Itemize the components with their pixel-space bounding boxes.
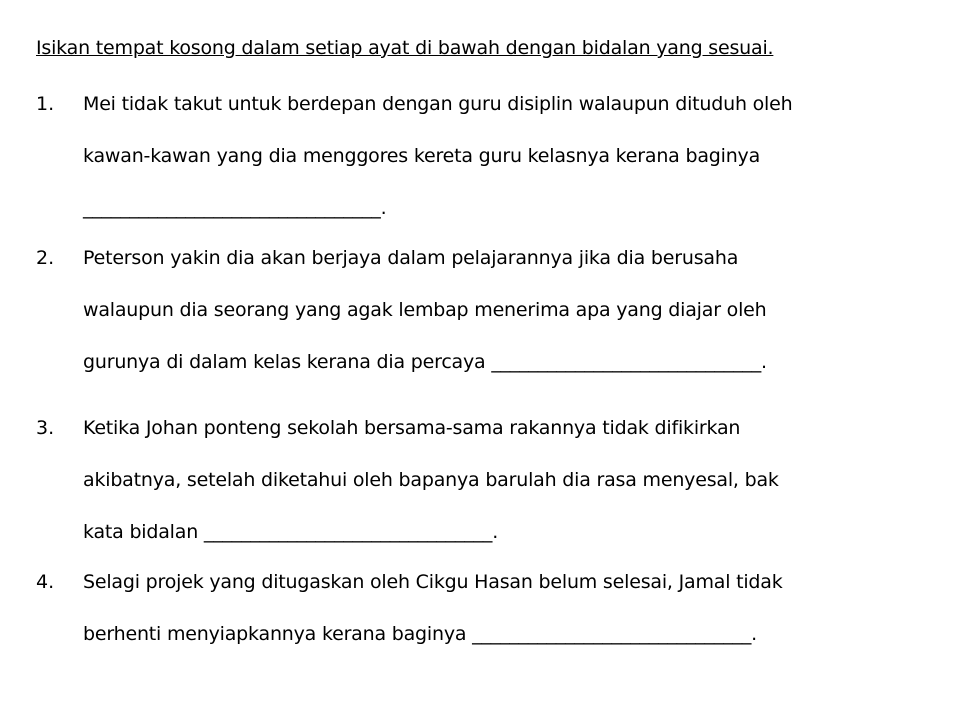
question-number: 4. <box>36 571 55 593</box>
question-text <box>83 402 933 558</box>
answer-blank-line: kata bidalan _______________________________. <box>83 521 499 543</box>
question-text <box>83 232 933 388</box>
answer-blank-line: berhenti menyiapkannya kerana baginya ______________________________. <box>83 623 758 645</box>
question-number: 1. <box>36 93 55 115</box>
question-line: akibatnya, setelah diketahui oleh bapanya barulah dia rasa menyesal, bak <box>83 469 779 491</box>
question-line: Mei tidak takut untuk berdepan dengan guru disiplin walaupun dituduh oleh <box>83 93 793 115</box>
question-number: 3. <box>36 417 55 439</box>
question-line: Ketika Johan ponteng sekolah bersama-sama rakannya tidak difikirkan <box>83 417 741 439</box>
question-line: kawan-kawan yang dia menggores kereta guru kelasnya kerana baginya <box>83 145 761 167</box>
instruction-heading: Isikan tempat kosong dalam setiap ayat di bawah dengan bidalan yang sesuai. <box>36 37 774 59</box>
question-line: Selagi projek yang ditugaskan oleh Cikgu Hasan belum selesai, Jamal tidak <box>83 571 783 593</box>
question-line: Peterson yakin dia akan berjaya dalam pelajarannya jika dia berusaha <box>83 247 739 269</box>
question-line: walaupun dia seorang yang agak lembap menerima apa yang diajar oleh <box>83 299 767 321</box>
question-number: 2. <box>36 247 55 269</box>
question-text <box>83 78 933 234</box>
answer-blank-line: ________________________________. <box>83 197 387 219</box>
question-text <box>83 556 933 660</box>
answer-blank-line: gurunya di dalam kelas kerana dia percaya _____________________________. <box>83 351 767 373</box>
